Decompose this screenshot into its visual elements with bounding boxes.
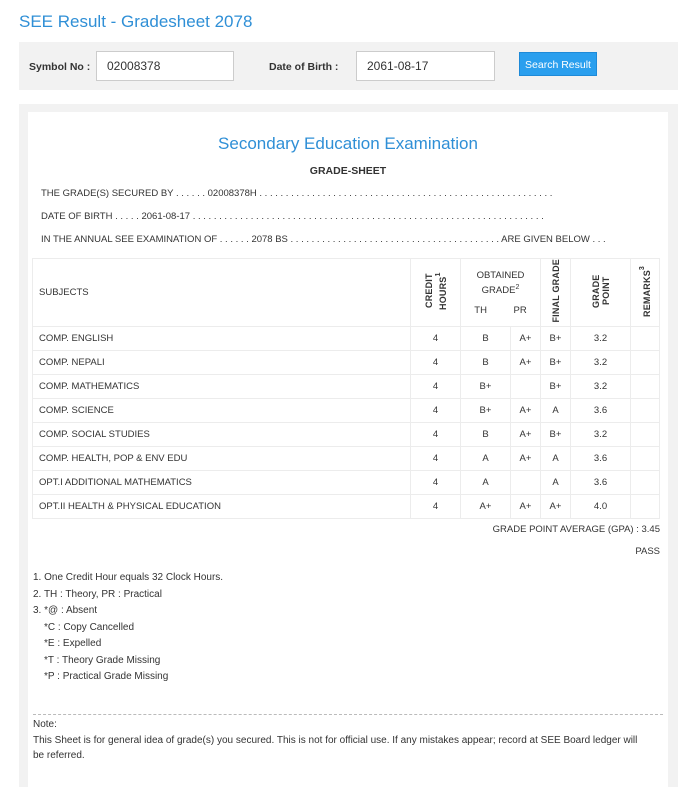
final-grade-cell: B+ bbox=[541, 423, 571, 447]
final-grade-cell: A bbox=[541, 447, 571, 471]
final-grade-cell: A+ bbox=[541, 495, 571, 519]
symbol-no-label: Symbol No : bbox=[29, 61, 91, 73]
grade-point-cell: 3.6 bbox=[571, 447, 631, 471]
subject-cell: OPT.I ADDITIONAL MATHEMATICS bbox=[33, 471, 411, 495]
credit-hours-cell: 4 bbox=[411, 399, 461, 423]
subject-cell: OPT.II HEALTH & PHYSICAL EDUCATION bbox=[33, 495, 411, 519]
practical-grade-cell: A+ bbox=[511, 423, 541, 447]
practical-grade-cell: A+ bbox=[511, 351, 541, 375]
grade-point-header: GRADE POINT bbox=[571, 259, 631, 327]
theory-grade-cell: A bbox=[461, 447, 511, 471]
credit-hours-cell: 4 bbox=[411, 351, 461, 375]
grade-point-cell: 3.2 bbox=[571, 423, 631, 447]
grade-point-cell: 3.2 bbox=[571, 375, 631, 399]
remarks-cell bbox=[631, 327, 660, 351]
footnote-item: 1. One Credit Hour equals 32 Clock Hours. bbox=[33, 572, 224, 583]
theory-grade-cell: A+ bbox=[461, 495, 511, 519]
table-row bbox=[33, 399, 660, 423]
table-row bbox=[33, 351, 660, 375]
remarks-cell bbox=[631, 351, 660, 375]
subject-cell: COMP. HEALTH, POP & ENV EDU bbox=[33, 447, 411, 471]
practical-grade-cell: A+ bbox=[511, 327, 541, 351]
credit-hours-cell: 4 bbox=[411, 447, 461, 471]
final-grade-cell: B+ bbox=[541, 327, 571, 351]
grades-table bbox=[32, 258, 660, 519]
footnote-item: *E : Expelled bbox=[44, 638, 102, 649]
note-title: Note: bbox=[33, 719, 57, 730]
remarks-cell bbox=[631, 399, 660, 423]
remarks-cell bbox=[631, 495, 660, 519]
subjects-header: SUBJECTS bbox=[33, 259, 411, 327]
credit-hours-cell: 4 bbox=[411, 423, 461, 447]
th-subheader: TH bbox=[474, 305, 487, 317]
date-of-birth-label: Date of Birth : bbox=[269, 61, 339, 73]
grade-point-cell: 3.6 bbox=[571, 471, 631, 495]
grade-point-cell: 3.2 bbox=[571, 327, 631, 351]
exam-title: Secondary Education Examination bbox=[218, 134, 478, 153]
subject-cell: COMP. MATHEMATICS bbox=[33, 375, 411, 399]
secured-by-line: THE GRADE(S) SECURED BY . . . . . . 02008378H . . . . . . . . . . . . . . . . . . . . . . . . . . . . . . . . . . . . . . . . . . . . . . . . . . . . . . . . bbox=[41, 188, 553, 199]
remarks-cell bbox=[631, 375, 660, 399]
result-status: PASS bbox=[635, 546, 660, 557]
subject-cell: COMP. SOCIAL STUDIES bbox=[33, 423, 411, 447]
obtained-grade-header: OBTAINED GRADE$^2$ TH PR bbox=[461, 259, 541, 327]
table-row bbox=[33, 471, 660, 495]
table-row bbox=[33, 447, 660, 471]
remarks-header: REMARKS$^3$ bbox=[631, 259, 660, 327]
final-grade-cell: B+ bbox=[541, 351, 571, 375]
table-row bbox=[33, 375, 660, 399]
pr-subheader: PR bbox=[513, 305, 527, 317]
grade-point-cell: 3.2 bbox=[571, 351, 631, 375]
practical-grade-cell: A+ bbox=[511, 399, 541, 423]
final-grade-header: FINAL GRADE bbox=[541, 259, 571, 327]
final-grade-cell: B+ bbox=[541, 375, 571, 399]
practical-grade-cell: A+ bbox=[511, 495, 541, 519]
footnote-item: 2. TH : Theory, PR : Practical bbox=[33, 588, 162, 600]
theory-grade-cell: B+ bbox=[461, 399, 511, 423]
credit-hours-cell: 4 bbox=[411, 375, 461, 399]
credit-hours-cell: 4 bbox=[411, 471, 461, 495]
theory-grade-cell: B bbox=[461, 351, 511, 375]
subject-cell: COMP. ENGLISH bbox=[33, 327, 411, 351]
theory-grade-cell: B bbox=[461, 327, 511, 351]
remarks-cell bbox=[631, 447, 660, 471]
credit-hours-header: CREDIT HOURS$^1$ bbox=[411, 259, 461, 327]
note bbox=[33, 717, 648, 764]
page-title: SEE Result - Gradesheet 2078 bbox=[19, 12, 253, 31]
practical-grade-cell bbox=[511, 471, 541, 495]
table-header-row bbox=[33, 259, 660, 327]
grade-point-cell: 3.6 bbox=[571, 399, 631, 423]
subject-cell: COMP. SCIENCE bbox=[33, 399, 411, 423]
credit-hours-cell: 4 bbox=[411, 327, 461, 351]
footnote-item: *T : Theory Grade Missing bbox=[44, 654, 161, 666]
grade-point-cell: 4.0 bbox=[571, 495, 631, 519]
final-grade-cell: A bbox=[541, 399, 571, 423]
remarks-cell bbox=[631, 471, 660, 495]
table-row bbox=[33, 327, 660, 351]
date-of-birth-input[interactable] bbox=[356, 51, 495, 81]
theory-grade-cell: A bbox=[461, 471, 511, 495]
theory-grade-cell: B bbox=[461, 423, 511, 447]
subject-cell: COMP. NEPALI bbox=[33, 351, 411, 375]
gpa-value: GRADE POINT AVERAGE (GPA) : 3.45 bbox=[492, 524, 660, 535]
practical-grade-cell: A+ bbox=[511, 447, 541, 471]
gradesheet bbox=[28, 112, 668, 787]
table-row bbox=[33, 495, 660, 519]
practical-grade-cell bbox=[511, 375, 541, 399]
note-divider bbox=[33, 714, 663, 715]
symbol-no-input[interactable] bbox=[96, 51, 234, 81]
search-result-button[interactable]: Search Result bbox=[519, 52, 597, 76]
footnote-item: 3. *@ : Absent bbox=[33, 605, 98, 616]
date-of-birth-line: DATE OF BIRTH . . . . . 2061-08-17 . . . . . . . . . . . . . . . . . . . . . . . . . . . . . . . . . . . . . . . . . . . . . . . . . . . . . . . . . . . . . . . . . . . bbox=[41, 211, 544, 222]
note-text: This Sheet is for general idea of grade(s) you secured. This is not for official use. If any mistakes appear; record at SEE Board ledger will be referred. bbox=[33, 734, 638, 761]
remarks-cell bbox=[631, 423, 660, 447]
footnote-item: *C : Copy Cancelled bbox=[44, 621, 135, 633]
theory-grade-cell: B+ bbox=[461, 375, 511, 399]
credit-hours-cell: 4 bbox=[411, 495, 461, 519]
table-row bbox=[33, 423, 660, 447]
grade-sheet-title: GRADE-SHEET bbox=[309, 165, 387, 177]
footnote-item: *P : Practical Grade Missing bbox=[44, 671, 169, 682]
footnotes bbox=[33, 570, 223, 686]
annual-exam-line: IN THE ANNUAL SEE EXAMINATION OF . . . . . . 2078 BS . . . . . . . . . . . . . . . . . . . . . . . . . . . . . . . . . . . . . . . . ARE GIVEN BELOW . . . bbox=[41, 234, 606, 245]
final-grade-cell: A bbox=[541, 471, 571, 495]
